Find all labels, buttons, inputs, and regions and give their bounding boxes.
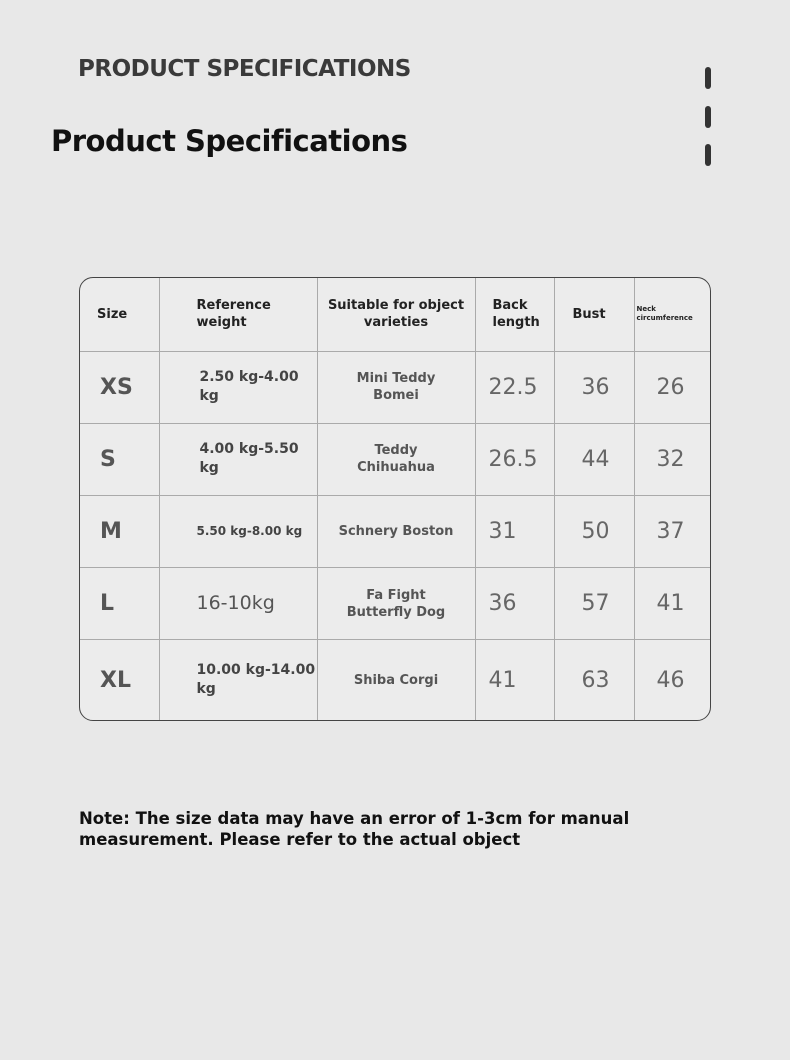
- size-table: [79, 277, 711, 721]
- cell-bust: 44: [554, 423, 634, 495]
- cell-size: M: [80, 495, 159, 567]
- cell-back-length: 31: [475, 495, 554, 567]
- cell-neck: 37: [634, 495, 711, 567]
- cell-variety: Fa Fight Butterfly Dog: [317, 568, 475, 640]
- cell-back-length: 36: [475, 568, 554, 640]
- cell-size: XS: [80, 351, 159, 423]
- cell-size: XL: [80, 640, 159, 720]
- cell-neck: 46: [656, 667, 685, 693]
- table-header-row: [80, 278, 711, 351]
- cell-variety: Teddy Chihuahua: [317, 423, 475, 495]
- table-row: [80, 423, 711, 495]
- cell-weight: 16-10kg: [159, 568, 317, 640]
- cell-bust: 63: [554, 640, 634, 720]
- table-row: [80, 640, 711, 720]
- cell-bust: 50: [554, 495, 634, 567]
- cell-bust: 57: [554, 568, 634, 640]
- cell-weight: 2.50 kg-4.00 kg: [159, 351, 317, 423]
- cell-size: S: [80, 423, 159, 495]
- cell-variety: Mini Teddy Bomei: [317, 351, 475, 423]
- decorative-bar: [705, 67, 711, 89]
- cell-neck: 41: [634, 568, 711, 640]
- table-row: [80, 351, 711, 423]
- cell-variety: Schnery Boston: [317, 495, 475, 567]
- section-caption: PRODUCT SPECIFICATIONS: [78, 56, 411, 82]
- table-row: [80, 495, 711, 567]
- header-varieties: Suitable for object varieties: [317, 278, 475, 351]
- page-title: Product Specifications: [51, 124, 408, 158]
- measurement-note: Note: The size data may have an error of 1-3cm for manual measurement. Please refer to the actual object: [79, 809, 630, 849]
- cell-weight: 4.00 kg-5.50 kg: [159, 423, 317, 495]
- header-bust: Bust: [554, 278, 634, 351]
- cell-back-length: 22.5: [475, 351, 554, 423]
- table-row: [80, 568, 711, 640]
- cell-weight: 10.00 kg-14.00 kg: [159, 640, 317, 720]
- cell-back-length: 41: [475, 640, 554, 720]
- decorative-bar: [705, 106, 711, 128]
- header-reference-weight: Reference weight: [159, 278, 317, 351]
- cell-size: L: [80, 568, 159, 640]
- cell-neck: 26: [634, 351, 711, 423]
- cell-back-length: 26.5: [475, 423, 554, 495]
- header-size: Size: [80, 278, 159, 351]
- cell-neck: 32: [634, 423, 711, 495]
- decorative-bar: [705, 144, 711, 166]
- header-back-length: Back length: [475, 278, 554, 351]
- header-neck-circumference: Neck circumference: [634, 278, 711, 351]
- cell-bust: 36: [554, 351, 634, 423]
- cell-weight: 5.50 kg-8.00 kg: [159, 495, 317, 567]
- cell-variety: Shiba Corgi: [317, 640, 475, 720]
